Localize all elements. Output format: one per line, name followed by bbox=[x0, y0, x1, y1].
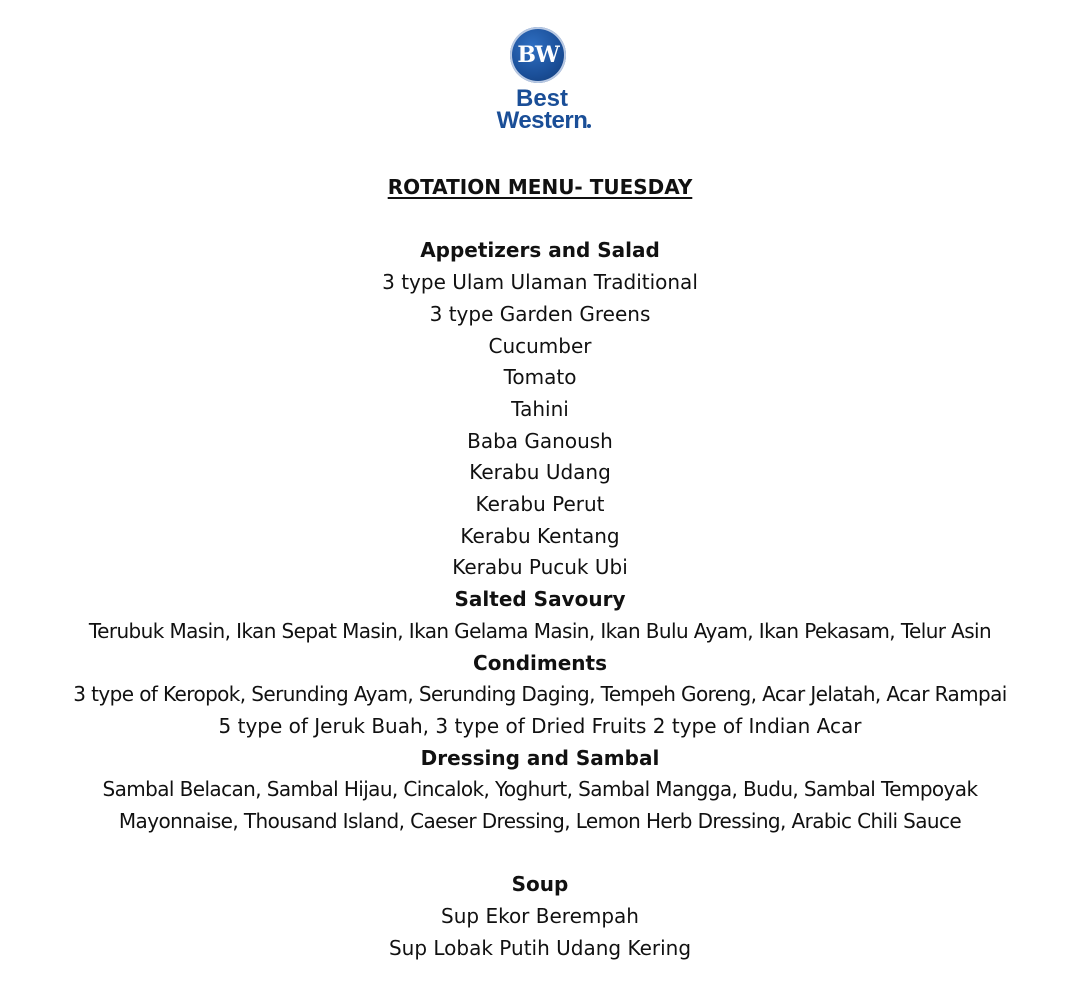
best-western-logo bbox=[486, 27, 598, 135]
logo-dot bbox=[587, 124, 591, 128]
menu-item: Cucumber bbox=[488, 333, 592, 358]
menu-item: 5 type of Jeruk Buah, 3 type of Dried Fruits 2 type of Indian Acar bbox=[218, 713, 862, 738]
section-heading-salted-savoury: Salted Savoury bbox=[454, 587, 626, 612]
bw-badge-icon bbox=[510, 27, 566, 83]
menu-item: Tahini bbox=[511, 396, 569, 421]
menu-item: Sambal Belacan, Sambal Hijau, Cincalok, Yoghurt, Sambal Mangga, Budu, Sambal Tempoyak bbox=[102, 777, 978, 802]
menu-item: Sup Ekor Berempah bbox=[441, 904, 639, 929]
logo-badge-text: BW bbox=[517, 42, 559, 68]
spacer bbox=[0, 204, 1080, 236]
menu-item: Kerabu Udang bbox=[469, 460, 611, 485]
section-heading-dressing: Dressing and Sambal bbox=[420, 745, 660, 770]
menu-item: 3 type Ulam Ulaman Traditional bbox=[382, 270, 698, 295]
menu-item: Mayonnaise, Thousand Island, Caeser Dressing, Lemon Herb Dressing, Arabic Chili Sauce bbox=[118, 809, 962, 834]
section-heading-soup: Soup bbox=[511, 872, 569, 897]
menu-item: Kerabu Perut bbox=[475, 492, 605, 517]
spacer bbox=[0, 838, 1080, 870]
menu-item: Sup Lobak Putih Udang Kering bbox=[388, 935, 692, 960]
menu-item: Terubuk Masin, Ikan Sepat Masin, Ikan Gelama Masin, Ikan Bulu Ayam, Ikan Pekasam, Telur Asin bbox=[88, 618, 992, 643]
menu-content bbox=[0, 172, 1080, 965]
logo-word-western: Western bbox=[496, 107, 588, 134]
menu-item: 3 type of Keropok, Serunding Ayam, Serunding Daging, Tempeh Goreng, Acar Jelatah, Acar Rampai bbox=[73, 682, 1007, 707]
menu-item: 3 type Garden Greens bbox=[429, 301, 651, 326]
menu-item: Kerabu Pucuk Ubi bbox=[452, 555, 628, 580]
menu-item: Kerabu Kentang bbox=[460, 523, 620, 548]
page-title: ROTATION MENU- TUESDAY bbox=[387, 175, 693, 199]
section-heading-condiments: Condiments bbox=[473, 650, 607, 675]
menu-item: Baba Ganoush bbox=[467, 428, 613, 453]
logo-word-best: Best bbox=[515, 85, 569, 112]
menu-item: Tomato bbox=[503, 365, 577, 390]
section-heading-appetizers: Appetizers and Salad bbox=[420, 238, 660, 263]
